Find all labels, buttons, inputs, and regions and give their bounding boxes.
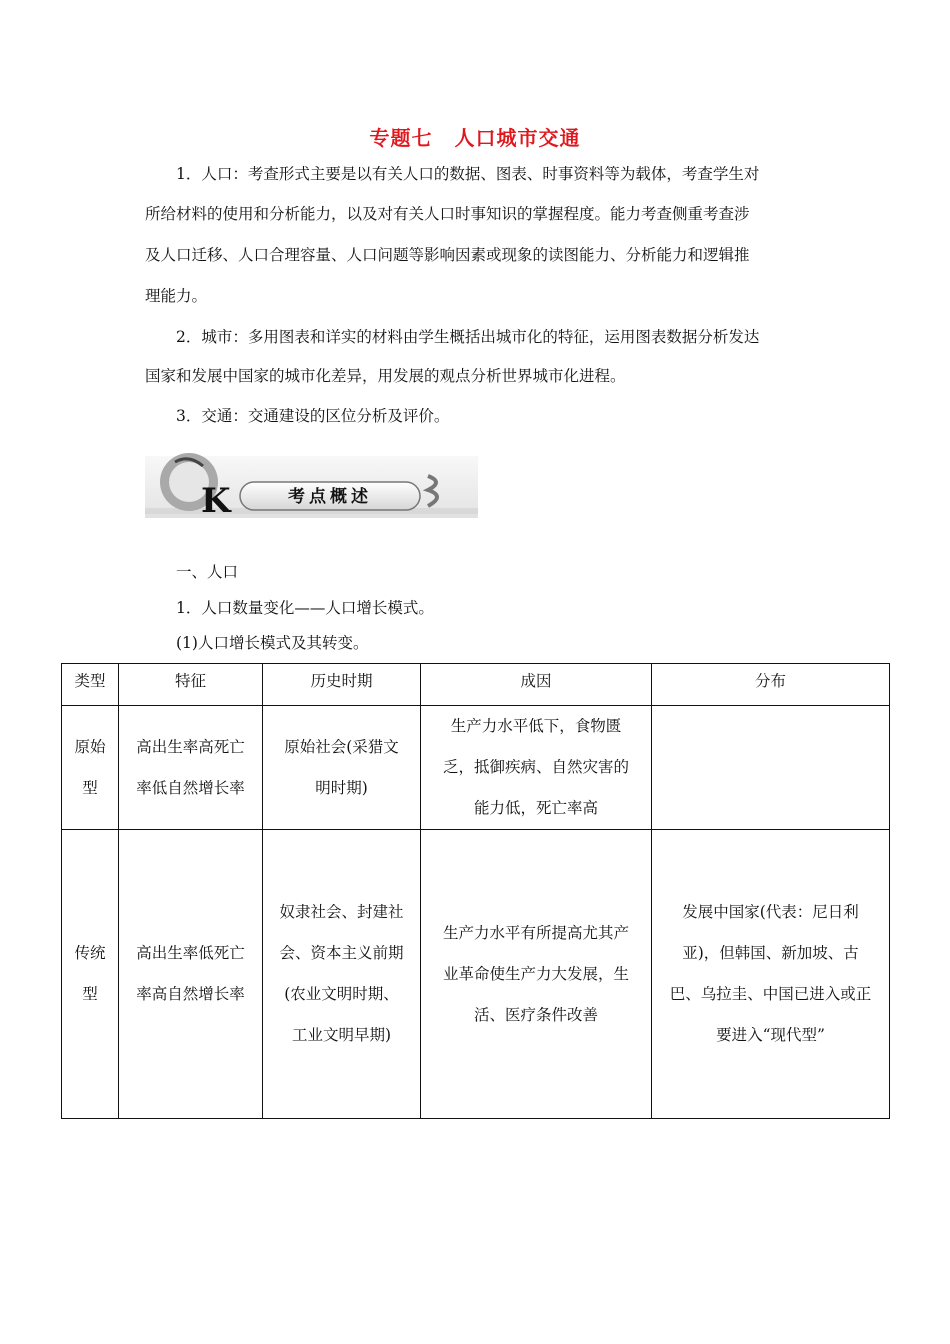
table-row <box>62 830 890 1119</box>
cell-line: 能力低，死亡率高 <box>473 799 598 817</box>
cell-line: 亚)，但韩国、新加坡、古 <box>682 944 859 962</box>
section-subsubheading: (1)人口增长模式及其转变。 <box>176 634 369 652</box>
paragraph-line: 所给材料的使用和分析能力，以及对有关人口时事知识的掌握程度。能力考查侧重考查涉 <box>145 205 750 223</box>
cell-line: 业革命使生产力大发展，生 <box>442 964 629 983</box>
feature-cell <box>119 706 263 830</box>
cell-line: 型 <box>82 985 98 1003</box>
cell-line: 率低自然增长率 <box>136 778 245 797</box>
cause-cell <box>421 706 652 830</box>
cell-line: (农业文明时期、 <box>284 985 399 1003</box>
table-header-cell: 分布 <box>652 664 890 706</box>
section-banner <box>145 452 478 520</box>
feature-cell <box>119 830 263 1119</box>
cell-line: 型 <box>82 778 98 797</box>
cell-line: 明时期) <box>315 778 368 797</box>
cell-line: 奴隶社会、封建社 <box>279 903 404 921</box>
paragraph-line: 1．人口：考查形式主要是以有关人口的数据、图表、时事资料等为载体，考查学生对 <box>176 165 760 183</box>
cell-line: 传统 <box>74 944 106 962</box>
cell-line: 要进入“现代型” <box>716 1026 825 1044</box>
banner-letter: K <box>201 481 231 520</box>
cell-line: 生产力水平低下，食物匮 <box>450 717 622 735</box>
period-cell <box>263 706 421 830</box>
cell-line: 高出生率高死亡 <box>136 737 245 756</box>
section-subheading: 1．人口数量变化——人口增长模式。 <box>176 599 434 617</box>
cell-line: 原始社会(采猎文 <box>284 737 399 756</box>
cell-line: 原始 <box>74 737 106 756</box>
distribution-cell <box>652 830 890 1119</box>
banner-text: 考点概述 <box>288 487 372 507</box>
paragraph-line: 2．城市：多用图表和详实的材料由学生概括出城市化的特征，运用图表数据分析发达 <box>176 328 760 346</box>
table-header-cell: 特征 <box>119 664 263 706</box>
page-title <box>0 122 950 151</box>
table-header-cell: 类型 <box>62 664 119 706</box>
cell-line: 率高自然增长率 <box>136 985 245 1003</box>
paragraph-line: 3．交通：交通建设的区位分析及评价。 <box>176 407 450 425</box>
cell-line: 活、医疗条件改善 <box>473 1005 598 1024</box>
table-row <box>62 706 890 830</box>
period-cell <box>263 830 421 1119</box>
table-header-cell: 成因 <box>421 664 652 706</box>
table-header-row <box>62 664 890 706</box>
title-part-1: 专题七 <box>369 126 433 150</box>
section-heading: 一、人口 <box>176 563 239 581</box>
paragraph-line: 理能力。 <box>145 287 208 305</box>
title-part-2: 人口城市交通 <box>454 126 581 150</box>
paragraph-line: 及人口迁移、人口合理容量、人口问题等影响因素或现象的读图能力、分析能力和逻辑推 <box>145 246 750 264</box>
cell-line: 乏，抵御疾病、自然灾害的 <box>442 758 629 776</box>
cell-line: 发展中国家(代表：尼日利 <box>682 903 859 921</box>
cell-line: 生产力水平有所提高尤其产 <box>442 923 629 942</box>
type-cell <box>62 830 119 1119</box>
cell-line: 巴、乌拉圭、中国已进入或正 <box>669 985 872 1003</box>
table-header-cell: 历史时期 <box>263 664 421 706</box>
cell-line: 高出生率低死亡 <box>136 944 245 962</box>
type-cell <box>62 706 119 830</box>
distribution-cell <box>652 706 890 830</box>
cell-line: 会、资本主义前期 <box>279 944 404 962</box>
population-model-table <box>61 663 890 1119</box>
paragraph-line: 国家和发展中国家的城市化差异，用发展的观点分析世界城市化进程。 <box>145 367 626 385</box>
cause-cell <box>421 830 652 1119</box>
cell-line: 工业文明早期) <box>291 1026 392 1044</box>
